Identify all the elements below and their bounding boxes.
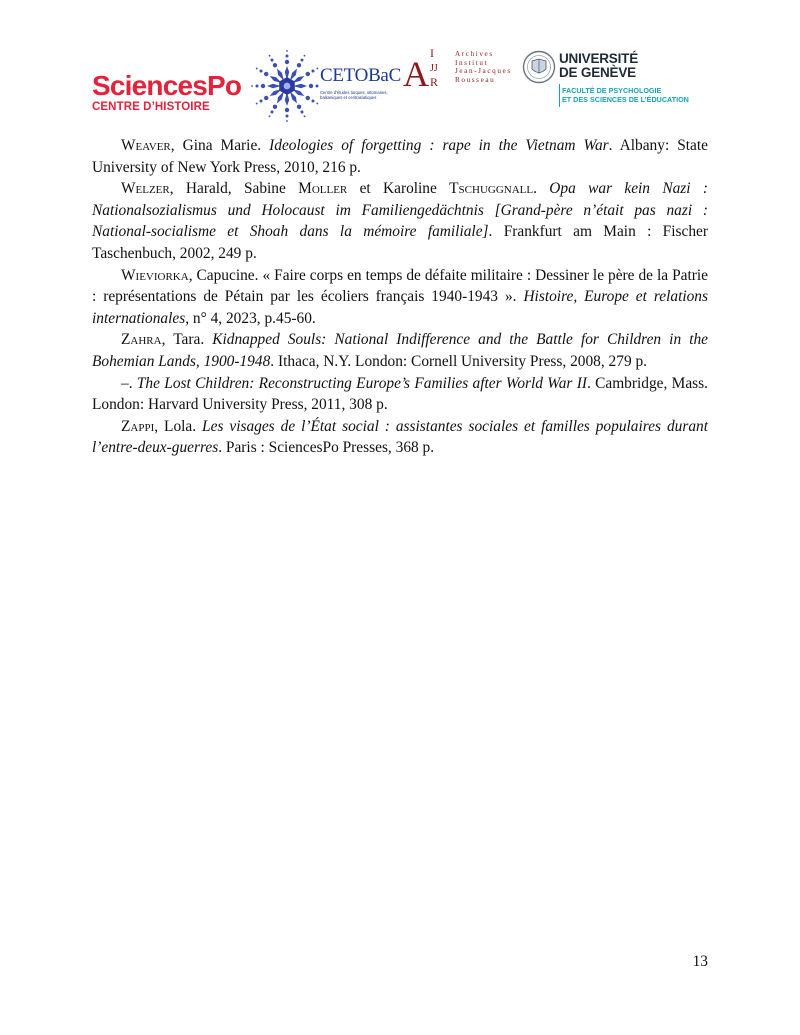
cetobac-name: CETOBaC xyxy=(320,65,401,86)
cetobac-star-icon xyxy=(250,46,320,122)
work-title: Opa war kein Nazi : Nationalsozialismus und Holocaust im Familiengedächtnis [Grand-père n’était pas nazi : National-socialisme et Shoah dans la mémoire familiale] xyxy=(92,180,708,241)
ajjr-letter-a: A xyxy=(403,54,429,92)
author-name: Moller xyxy=(298,180,348,198)
page-number: 13 xyxy=(692,953,708,970)
bibliography-entry xyxy=(92,416,708,459)
work-title: Histoire, Europe et relations internationales xyxy=(92,288,708,327)
cetobac-description: Centre d'études turques, ottomanes, balkaniques et centrasiatiques xyxy=(320,90,388,100)
unige-seal-icon xyxy=(522,50,556,84)
bibliography-entry xyxy=(92,329,708,372)
author-name: Zahra xyxy=(121,331,162,349)
ajjr-line: Institut xyxy=(455,58,489,67)
entry-text: , Tara. xyxy=(161,331,213,349)
entry-text: , Lola. xyxy=(154,417,203,435)
bibliography-entry xyxy=(92,178,708,264)
author-name: Weaver xyxy=(121,137,171,154)
bibliography-entry xyxy=(92,135,708,178)
entry-text: . Ithaca, N.Y. London: Cornell University Press, 2008, 279 p. xyxy=(270,352,648,370)
unige-faculty-line: ET DES SCIENCES DE L’ÉDUCATION xyxy=(562,95,689,104)
unige-faculty xyxy=(558,86,689,104)
page-header xyxy=(0,0,800,125)
ajjr-letter-i: I xyxy=(430,46,434,60)
ajjr-letters-jj: JJ xyxy=(430,63,438,74)
author-name: Wieviorka xyxy=(121,266,189,284)
sciences-po-title: SciencesPo xyxy=(92,70,242,101)
cetobac-logo xyxy=(250,46,401,122)
ajjr-line: Jean-Jacques xyxy=(455,67,512,76)
bibliography-list xyxy=(92,135,708,459)
ajjr-monogram-icon xyxy=(403,46,455,92)
entry-text: , n° 4, 2023, p.45-60. xyxy=(185,309,316,327)
work-title: Kidnapped Souls: National Indifference and the Battle for Children in the Bohemian Lands, 1900-1948 xyxy=(92,331,709,370)
unige-faculty-line: FACULTÉ DE PSYCHOLOGIE xyxy=(562,86,662,95)
entry-text: . Paris : SciencesPo Presses, 368 p. xyxy=(218,439,435,457)
author-name: Zappi xyxy=(121,417,155,435)
unige-logo xyxy=(522,46,689,110)
ajjr-line: Rousseau xyxy=(455,75,496,84)
entry-text: . Albany: State University of New York Press, 2010, 216 p. xyxy=(92,137,708,176)
entry-text: , Capucine. « Faire corps en temps de défaite militaire : Dessiner le père de la Patrie : représentations de Pétain par les écoliers français 1940-1943 ». xyxy=(92,266,708,306)
ajjr-logo xyxy=(403,46,523,92)
work-title: Les visages de l’État social : assistantes sociales et familles populaires durant l’entre-deux-guerres xyxy=(92,417,708,457)
work-title: The Lost Children: Reconstructing Europe’s Families after World War II xyxy=(136,374,587,392)
entry-text: –. xyxy=(121,374,137,392)
work-title: Ideologies of forgetting : rape in the Vietnam War xyxy=(269,137,609,154)
unige-title-line: UNIVERSITÉ xyxy=(559,51,639,66)
ajjr-text xyxy=(455,50,512,84)
entry-text: et Karoline xyxy=(347,180,450,198)
author-name: Welzer xyxy=(121,180,170,198)
sciences-po-logo xyxy=(92,72,242,114)
entry-text: . xyxy=(533,180,550,198)
unige-title-line: DE GENÈVE xyxy=(559,65,636,80)
entry-text: , Harald, Sabine xyxy=(169,180,299,198)
entry-text: , Gina Marie. xyxy=(170,137,270,154)
entry-text: . Cambridge, Mass. London: Harvard University Press, 2011, 308 p. xyxy=(92,374,709,414)
ajjr-letter-r: R xyxy=(430,75,439,89)
unige-title xyxy=(559,52,638,80)
bibliography-entry xyxy=(92,265,708,330)
bibliography-entry xyxy=(92,373,708,416)
entry-text: . Frankfurt am Main : Fischer Taschenbuch, 2002, 249 p. xyxy=(92,223,708,262)
author-name: Tschuggnall xyxy=(449,180,534,198)
ajjr-line: Archives xyxy=(455,50,494,58)
sciences-po-subtitle: CENTRE D’HISTOIRE xyxy=(92,101,210,113)
